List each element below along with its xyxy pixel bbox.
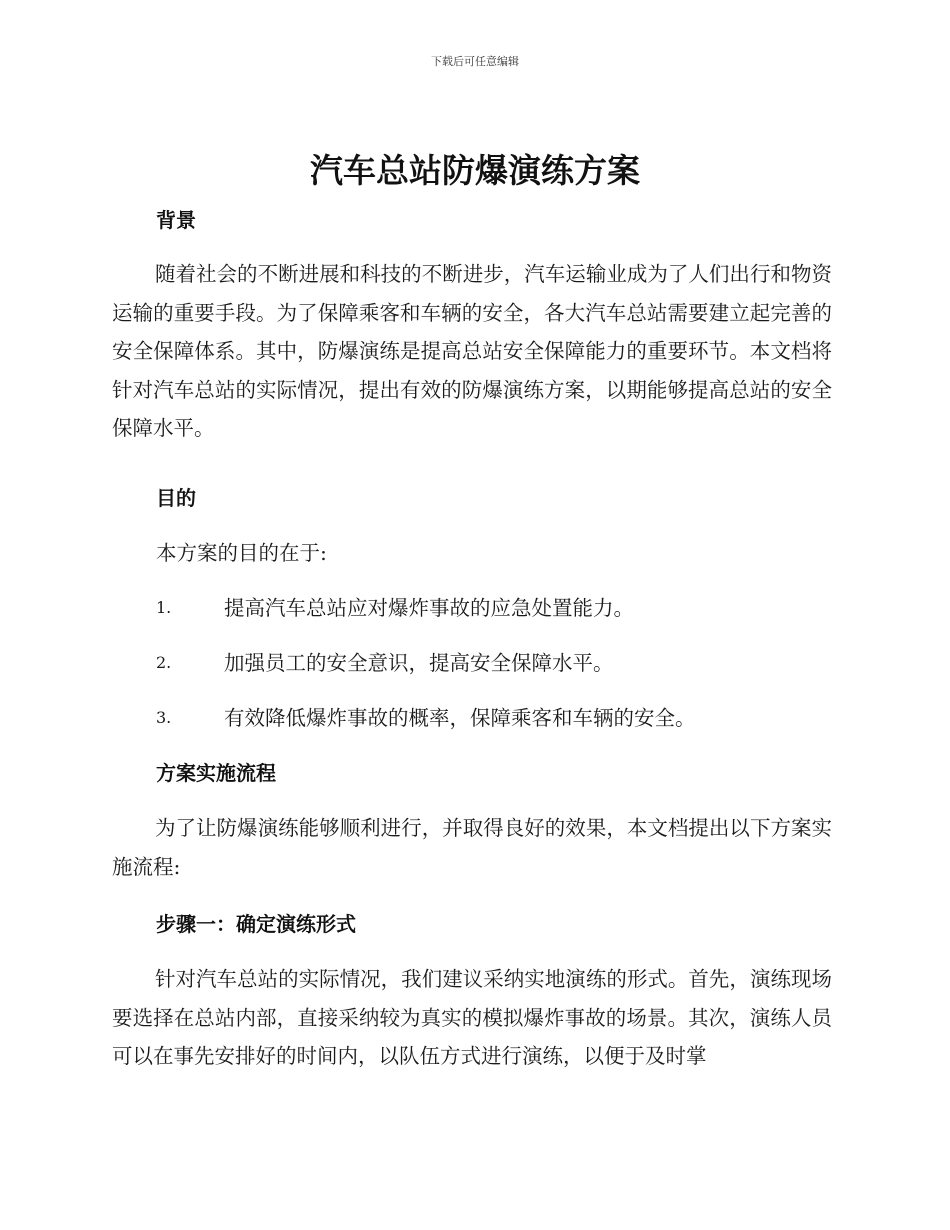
list-item-number: 3. — [156, 708, 172, 727]
list-item-text: 加强员工的安全意识，提高安全保障水平。 — [224, 651, 614, 675]
purpose-intro: 本方案的目的在于: — [156, 541, 327, 565]
section-heading-purpose: 目的 — [156, 486, 196, 510]
page-header-note: 下载后可任意编辑 — [431, 55, 519, 68]
background-paragraph: 随着社会的不断进展和科技的不断进步，汽车运输业成为了人们出行和物资运输的重要手段。为了保障乘客和车辆的安全，各大汽车总站需要建立起完善的安全保障体系。其中，防爆演练是提高总站安全保障能力的重要环节。本文档将针对汽车总站的实际情况，提出有效的防爆演练方案，以期能够提高总站的安全保障水平。 — [112, 262, 832, 440]
purpose-list-item — [156, 649, 836, 677]
section-heading-step1: 步骤一：确定演练形式 — [156, 912, 356, 936]
purpose-list-item — [156, 594, 836, 622]
list-item-text: 有效降低爆炸事故的概率，保障乘客和车辆的安全。 — [224, 706, 696, 730]
list-item-number: 2. — [156, 653, 172, 672]
process-paragraph: 为了让防爆演练能够顺利进行，并取得良好的效果，本文档提出以下方案实施流程: — [112, 816, 832, 879]
list-item-number: 1. — [156, 598, 172, 617]
section-heading-process: 方案实施流程 — [156, 761, 276, 785]
document-title: 汽车总站防爆演练方案 — [310, 151, 640, 190]
purpose-list-item — [156, 704, 836, 732]
step1-paragraph: 针对汽车总站的实际情况，我们建议采纳实地演练的形式。首先，演练现场要选择在总站内部，直接采纳较为真实的模拟爆炸事故的场景。其次，演练人员可以在事先安排好的时间内，以队伍方式进行演练，以便于及时掌 — [112, 967, 832, 1068]
list-item-text: 提高汽车总站应对爆炸事故的应急处置能力。 — [224, 596, 634, 620]
section-heading-background: 背景 — [156, 208, 196, 232]
